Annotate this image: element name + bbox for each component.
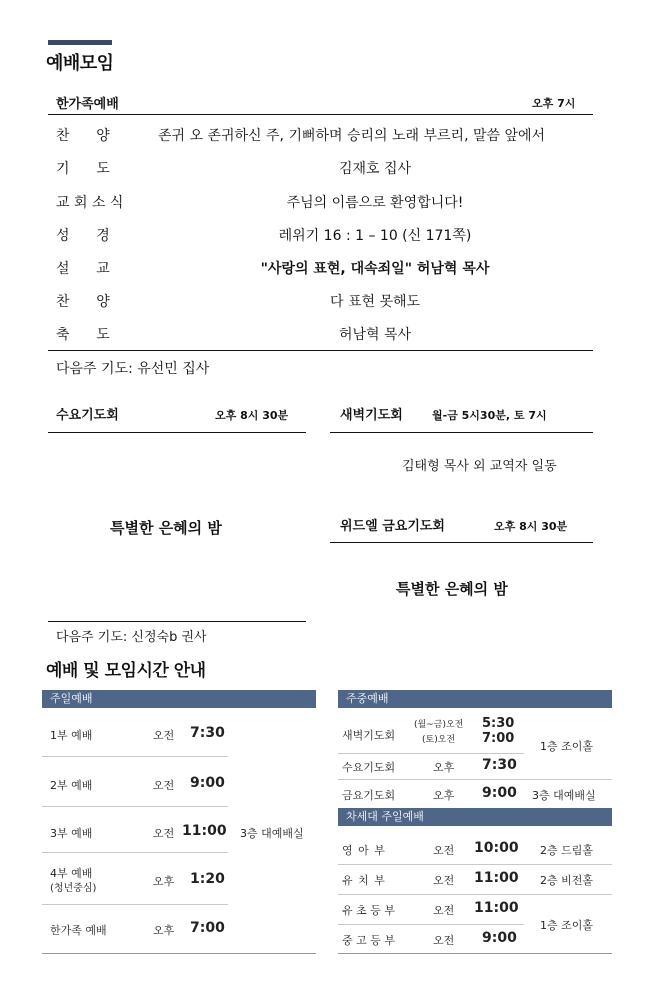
dept-time: 10:00 <box>474 840 519 856</box>
service-subname: (청년중심) <box>50 883 97 894</box>
row-divider <box>338 779 612 780</box>
dept-place: 2층 드림홀 <box>540 844 593 857</box>
service-ampm: 오후 <box>153 924 175 937</box>
dawn-leader: 김태형 목사 외 교역자 일동 <box>402 459 557 474</box>
order-label: 설 교 <box>56 261 110 277</box>
service-time: 5:30 <box>482 716 515 731</box>
service-time: 7:00 <box>482 731 515 746</box>
weekday-header: 주중예배 <box>338 690 612 708</box>
family-service-time: 오후 7시 <box>532 97 576 110</box>
order-label: 성 경 <box>56 228 110 244</box>
friday-theme: 특별한 은혜의 밤 <box>396 580 508 598</box>
service-ampm: 오후 <box>433 789 455 802</box>
sunday-header: 주일예배 <box>42 690 316 708</box>
service-ampm: 오전 <box>153 827 175 840</box>
dept-time: 9:00 <box>482 930 517 946</box>
sermon-content: "사랑의 표현, 대속죄일" 허남혁 목사 <box>260 261 490 277</box>
dept-name: 유 초 등 부 <box>342 904 395 917</box>
dept-time: 11:00 <box>474 870 519 886</box>
service-time: 7:00 <box>190 920 225 936</box>
dept-ampm: 오전 <box>433 844 455 857</box>
family-service-title: 한가족예배 <box>56 97 119 112</box>
dept-name: 유 치 부 <box>342 874 386 887</box>
divider <box>330 432 593 433</box>
dawn-time: 월-금 5시30분, 토 7시 <box>432 409 547 422</box>
service-ampm: (월~금)오전 <box>414 720 464 730</box>
next-week-prayer: 다음주 기도: 유선민 집사 <box>56 361 210 377</box>
row-divider <box>338 924 524 925</box>
service-ampm: 오전 <box>153 779 175 792</box>
dawn-place: 1층 조이홀 <box>540 740 593 753</box>
wednesday-theme: 특별한 은혜의 밤 <box>110 519 222 537</box>
row-divider <box>338 864 612 865</box>
order-label: 찬 양 <box>56 128 110 144</box>
order-label: 찬 양 <box>56 294 110 310</box>
service-name: 한가족 예배 <box>50 924 107 937</box>
divider <box>48 114 593 115</box>
service-time: 1:20 <box>190 871 225 887</box>
friday-time: 오후 8시 30분 <box>494 520 568 533</box>
friday-title: 위드엘 금요기도회 <box>340 519 445 534</box>
divider <box>330 542 593 543</box>
service-time: 9:00 <box>482 785 517 801</box>
order-content: 레위기 16 : 1 – 10 (신 171쪽) <box>278 228 472 244</box>
dept-place: 2층 비전홀 <box>540 874 593 887</box>
row-divider <box>338 753 524 754</box>
service-name: 1부 예배 <box>50 729 93 742</box>
table-bottom <box>42 953 316 954</box>
row-divider <box>42 806 228 807</box>
order-label: 교 회 소 식 <box>56 195 124 211</box>
service-time: 9:00 <box>190 775 225 791</box>
nextgen-header: 차세대 주일예배 <box>338 808 612 826</box>
order-content: 존귀 오 존귀하신 주, 기뻐하며 승리의 노래 부르리, 말씀 앞에서 <box>158 128 546 144</box>
wednesday-next-prayer: 다음주 기도: 신정숙b 권사 <box>56 630 207 645</box>
dept-name: 중 고 등 부 <box>342 934 395 947</box>
order-content: 다 표현 못해도 <box>329 294 421 310</box>
dept-ampm: 오전 <box>433 904 455 917</box>
order-content: 주님의 이름으로 환영합니다! <box>286 195 464 211</box>
service-name: 2부 예배 <box>50 779 93 792</box>
service-name: 새벽기도회 <box>342 729 396 742</box>
service-time: 11:00 <box>182 823 227 839</box>
service-name: 금요기도회 <box>342 789 396 802</box>
dept-ampm: 오전 <box>433 874 455 887</box>
section-title-schedule: 예배 및 모임시간 안내 <box>46 661 206 681</box>
divider <box>48 350 593 351</box>
section-accent-bar <box>48 40 112 45</box>
sunday-place: 3층 대예배실 <box>240 827 304 840</box>
fri-place: 3층 대예배실 <box>532 789 596 802</box>
service-ampm: 오전 <box>153 729 175 742</box>
section-title-worship: 예배모임 <box>46 53 114 74</box>
dawn-title: 새벽기도회 <box>340 408 403 423</box>
dept-shared-place: 1층 조이홀 <box>540 919 593 932</box>
service-ampm: 오후 <box>433 761 455 774</box>
order-label: 기 도 <box>56 161 110 177</box>
order-content: 김재호 집사 <box>338 161 412 177</box>
row-divider <box>42 756 228 757</box>
dept-name: 영 아 부 <box>342 844 386 857</box>
service-ampm: (토)오전 <box>422 735 456 745</box>
dept-time: 11:00 <box>474 900 519 916</box>
service-name: 수요기도회 <box>342 761 396 774</box>
service-name: 3부 예배 <box>50 827 93 840</box>
service-time: 7:30 <box>190 725 225 741</box>
row-divider <box>338 894 612 895</box>
service-ampm: 오후 <box>153 875 175 888</box>
dept-ampm: 오전 <box>433 934 455 947</box>
service-name: 4부 예배 <box>50 867 93 880</box>
row-divider <box>42 852 228 853</box>
wednesday-time: 오후 8시 30분 <box>215 409 289 422</box>
wednesday-title: 수요기도회 <box>56 408 119 423</box>
order-content: 허남혁 목사 <box>338 327 412 343</box>
service-time: 7:30 <box>482 757 517 773</box>
row-divider <box>42 904 228 905</box>
divider <box>48 621 306 622</box>
table-bottom <box>338 953 612 954</box>
order-label: 축 도 <box>56 327 110 343</box>
divider <box>48 432 306 433</box>
